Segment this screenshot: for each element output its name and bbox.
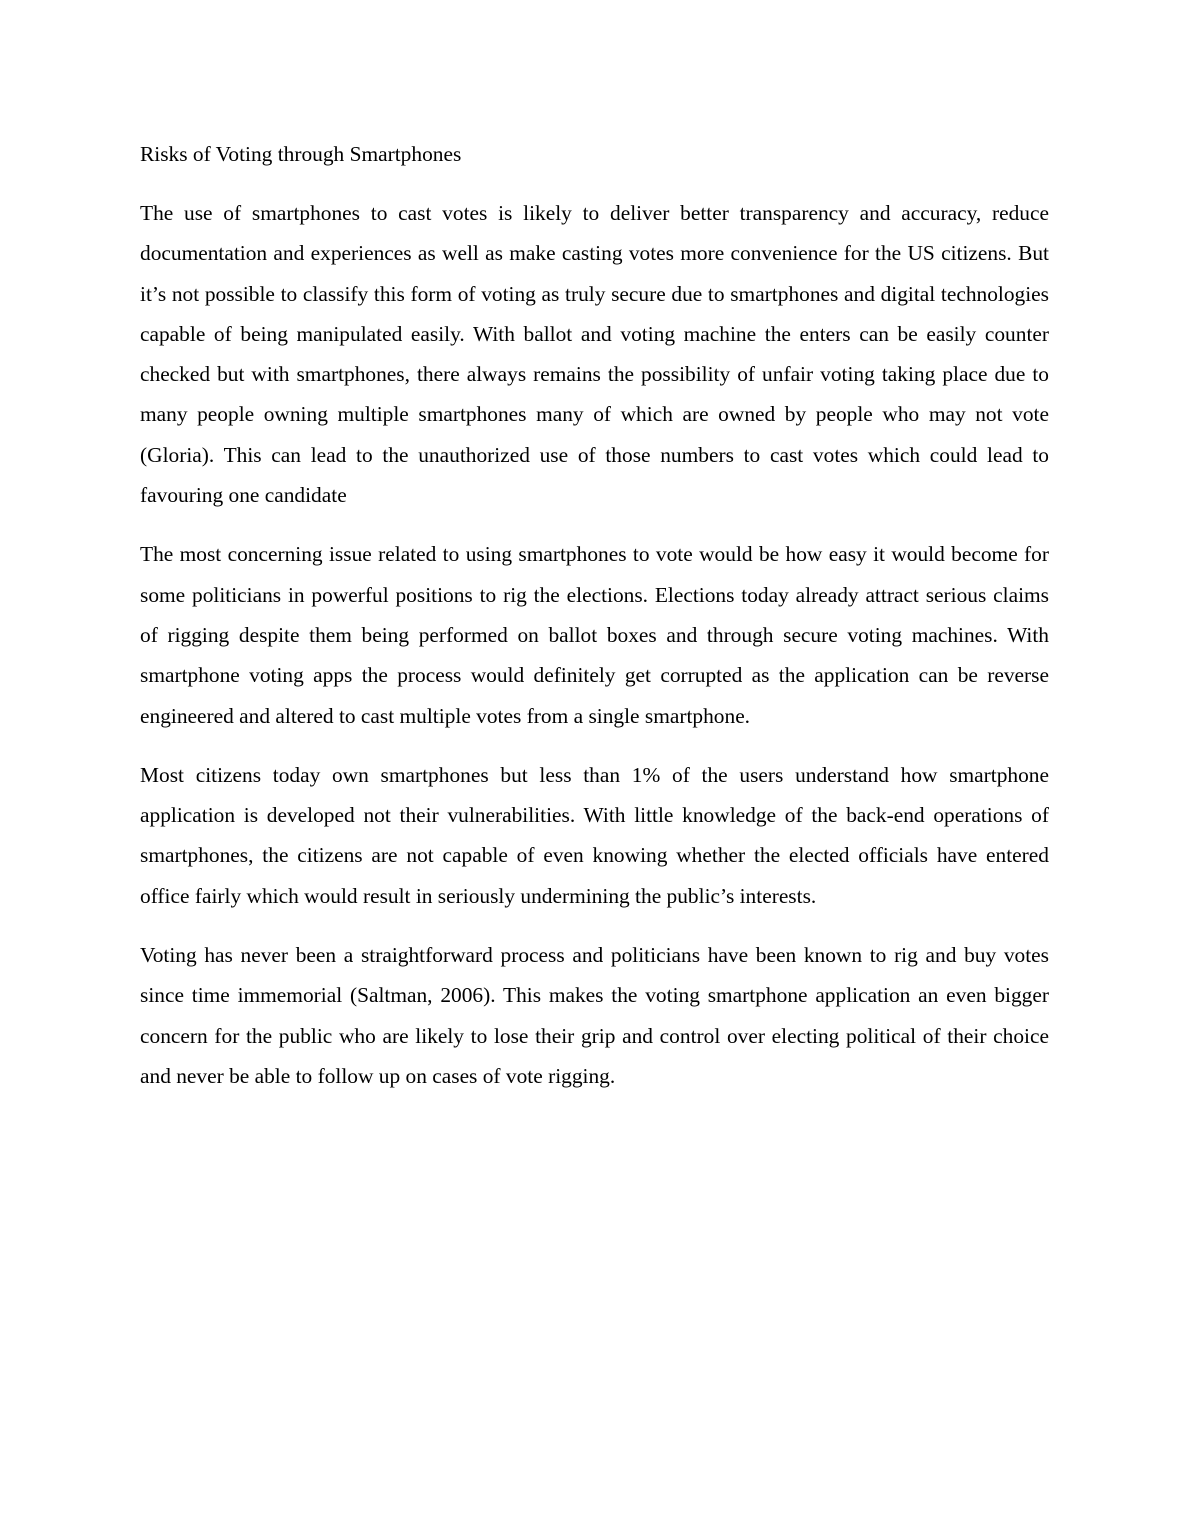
paragraph-1: The use of smartphones to cast votes is likely to deliver better transparency and accuracy, reduce documentation and experiences as well as make casting votes more convenience for the US citizens. But it’s not possible to classify this form of voting as truly secure due to smartphones and digital technologies capable of being manipulated easily. With ballot and voting machine the enters can be easily counter checked but with smartphones, there always remains the possibility of unfair voting taking place due to many people owning multiple smartphones many of which are owned by people who may not vote (Gloria). This can lead to the unauthorized use of those numbers to cast votes which could lead to favouring one candidate [140,201,1049,508]
paragraph-3: Most citizens today own smartphones but less than 1% of the users understand how smartphone application is developed not their vulnerabilities. With little knowledge of the back-end operations of smartphones, the citizens are not capable of even knowing whether the elected officials have entered office fairly which would result in seriously undermining the public’s interests. [140,762,1049,908]
paragraph-2: The most concerning issue related to using smartphones to vote would be how easy it would become for some politicians in powerful positions to rig the elections. Elections today already attract serious claims of rigging despite them being performed on ballot boxes and through secure voting machines. With smartphone voting apps the process would definitely get corrupted as the application can be reverse engineered and altered to cast multiple votes from a single smartphone. [140,542,1049,728]
document-body [140,134,1049,1096]
document-title: Risks of Voting through Smartphones [140,142,462,166]
paragraph-4: Voting has never been a straightforward process and politicians have been known to rig and buy votes since time immemorial (Saltman, 2006). This makes the voting smartphone application an even bigger concern for the public who are likely to lose their grip and control over electing political of their choice and never be able to follow up on cases of vote rigging. [140,943,1049,1088]
